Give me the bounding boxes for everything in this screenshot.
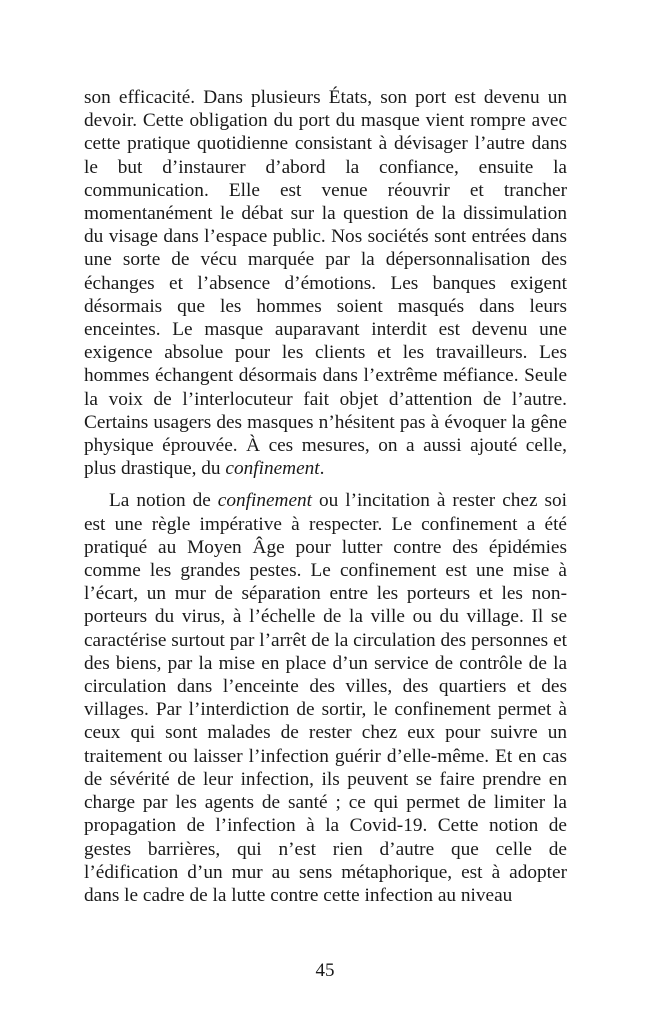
paragraph-2-start: La notion de — [109, 490, 218, 512]
paragraph-2 — [84, 489, 567, 907]
paragraph-1-emphasis: confinement — [225, 458, 320, 480]
paragraph-2-text: ou l’incitation à rester chez soi est une règle impérative à respecter. Le confinement a été pratiqué au Moyen Âge pour lutter contre des épidémies comme les grandes pestes. Le confinement est une mise à l’écart, un mur de séparation entre les porteurs et les non-porteurs du virus, à l’échelle de la ville ou du village. Il se caractérise surtout par l’arrêt de la circulation des personnes et des biens, par la mise en place d’un service de contrôle de la circulation dans l’enceinte des villes, des quartiers et des villages. Par l’interdiction de sortir, le confinement permet à ceux qui sont malades de rester chez eux pour suivre un traitement ou laisser l’infection guérir d’elle-même. Et en cas de sévérité de leur infection, ils peuvent se faire prendre en charge par les agents de santé ; ce qui permet de limiter la propagation de l’infection à la Covid-19. Cette notion de gestes barrières, qui n’est rien d’autre que celle de l’édification d’un mur au sens métaphorique, est à adopter dans le cadre de la lutte contre cette infection au niveau — [84, 490, 567, 906]
paragraph-1 — [84, 86, 567, 480]
paragraph-2-emphasis: confinement — [217, 490, 313, 512]
page-body — [84, 86, 567, 907]
paragraph-1-text: son efficacité. Dans plusieurs États, son port est devenu un devoir. Cette obligation du port du masque vient rompre avec cette pratique quotidienne consistant à dévisager l’autre dans le but d’instaurer d’abord la confiance, ensuite la communication. Elle est venue réouvrir et trancher momentanément le débat sur la question de la dissimulation du visage dans l’espace public. Nos sociétés sont entrées dans une sorte de vécu marquée par la dépersonnalisation des échanges et l’absence d’émotions. Les banques exigent désormais que les hommes soient masqués dans leurs enceintes. Le masque auparavant interdit est devenu une exigence absolue pour les clients et les travailleurs. Les hommes échangent désormais dans l’extrême méfiance. Seule la voix de l’interlocuteur fait objet d’attention de l’autre. Certains usagers des masques n’hésitent pas à évoquer la gêne physique éprouvée. À ces mesures, on a aussi ajouté celle, plus drastique, du — [84, 87, 567, 480]
page-number: 45 — [315, 960, 335, 981]
paragraph-1-end: . — [319, 458, 325, 480]
